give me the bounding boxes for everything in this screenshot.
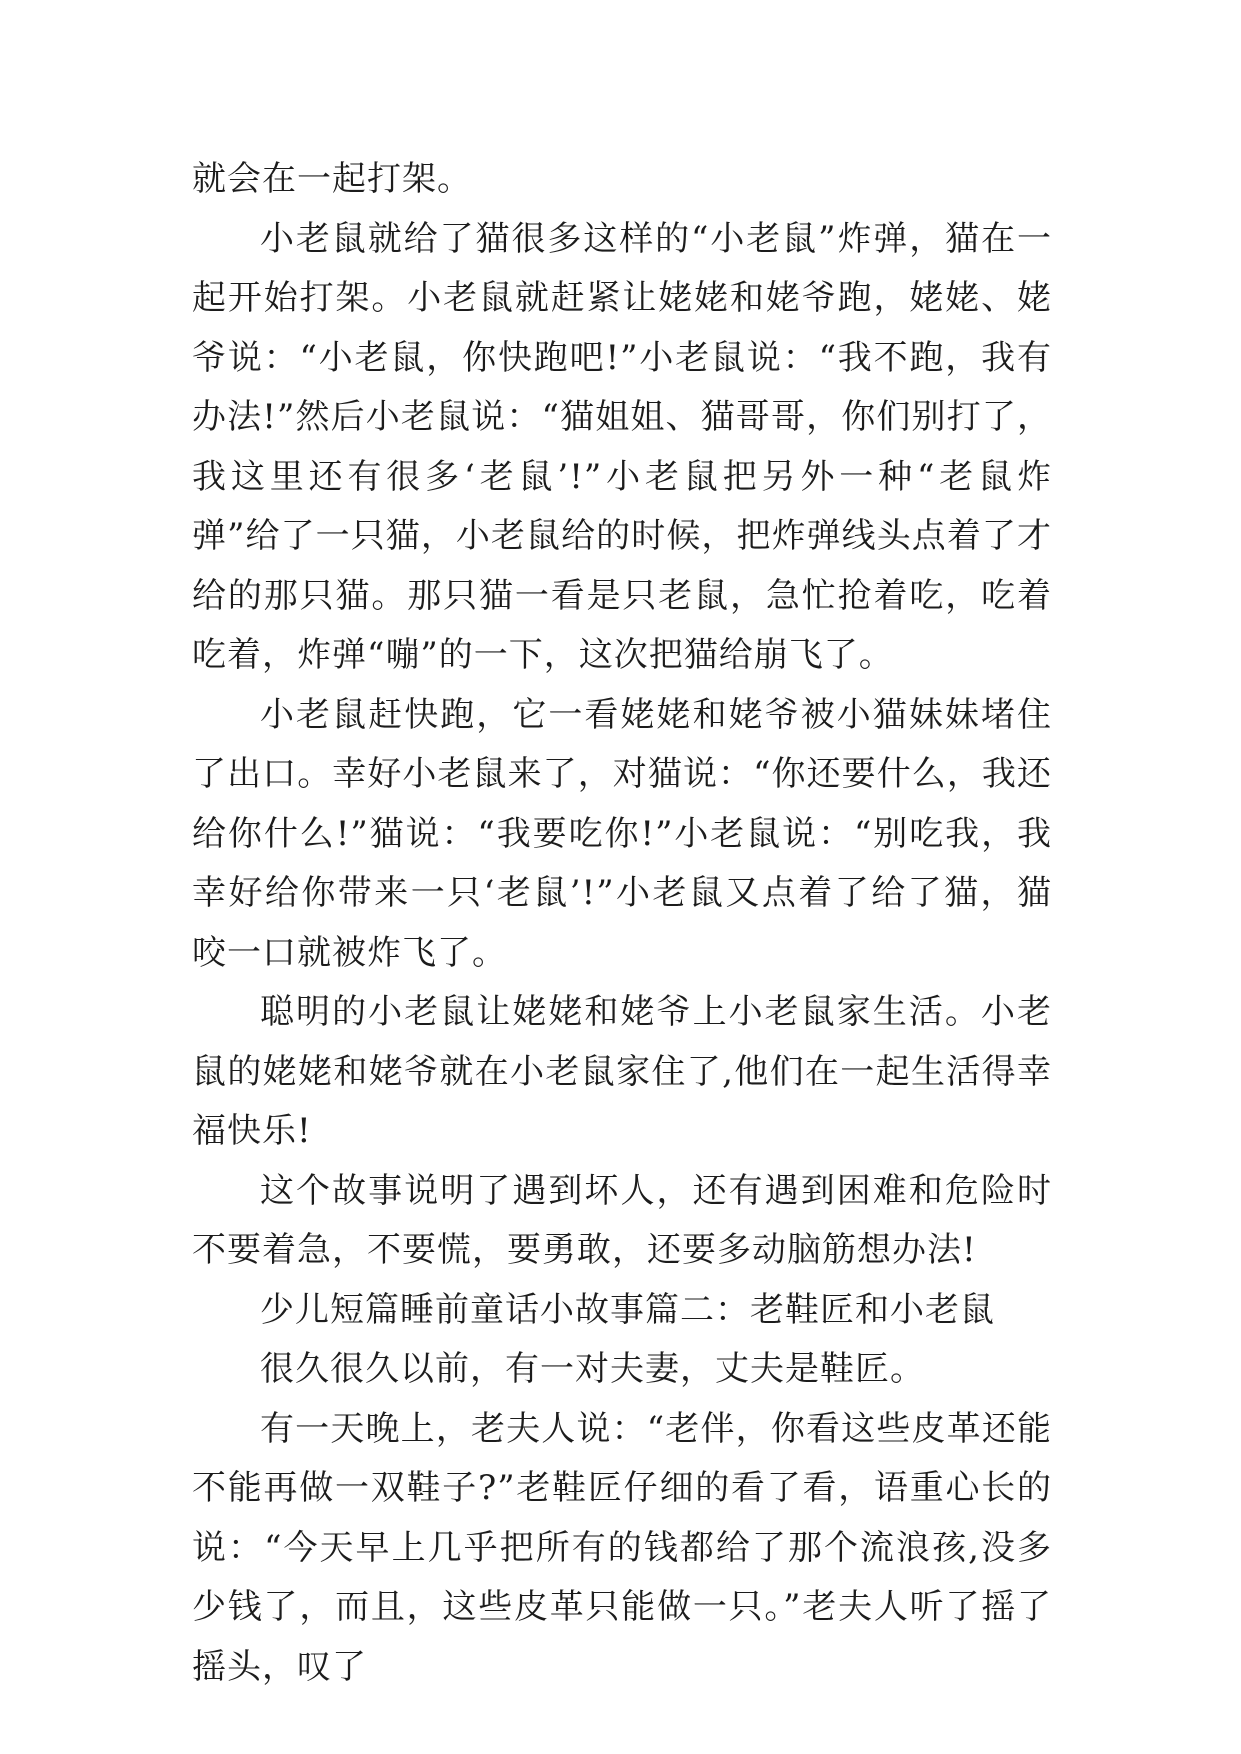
paragraph-3: 小老鼠赶快跑，它一看姥姥和姥爷被小猫妹妹堵住了出口。幸好小老鼠来了，对猫说：“你还要什么，我还给你什么!”猫说：“我要吃你!”小老鼠说：“别吃我，我幸好给你带来一只‘老鼠’!”小老鼠又点着了给了猫，猫咬一口就被炸飞了。	[192, 694, 1052, 973]
paragraph-1: 就会在一起打架。	[192, 159, 472, 199]
paragraph-4: 聪明的小老鼠让姥姥和姥爷上小老鼠家生活。小老鼠的姥姥和姥爷就在小老鼠家住了,他们在一起生活得幸福快乐!	[192, 992, 1052, 1151]
paragraph-7: 有一天晚上，老夫人说：“老伴，你看这些皮革还能不能再做一双鞋子?”老鞋匠仔细的看了看，语重心长的说：“今天早上几乎把所有的钱都给了那个流浪孩,没多少钱了，而且，这些皮革只能做一只。”老夫人听了摇了摇头，叹了	[192, 1408, 1052, 1687]
paragraph-5: 这个故事说明了遇到坏人，还有遇到困难和危险时不要着急，不要慌，要勇敢，还要多动脑筋想办法!	[192, 1170, 1052, 1270]
paragraph-2: 小老鼠就给了猫很多这样的“小老鼠”炸弹，猫在一起开始打架。小老鼠就赶紧让姥姥和姥爷跑，姥姥、姥爷说：“小老鼠，你快跑吧!”小老鼠说：“我不跑，我有办法!”然后小老鼠说：“猫姐姐、猫哥哥，你们别打了，我这里还有很多‘老鼠’!”小老鼠把另外一种“老鼠炸弹”给了一只猫，小老鼠给的时候，把炸弹线头点着了才给的那只猫。那只猫一看是只老鼠，急忙抢着吃，吃着吃着，炸弹“嘣”的一下，这次把猫给崩飞了。	[192, 218, 1052, 675]
section-heading: 少儿短篇睡前童话小故事篇二：老鞋匠和小老鼠	[260, 1289, 995, 1330]
paragraph-6: 很久很久以前，有一对夫妻，丈夫是鞋匠。	[260, 1349, 925, 1389]
story-text	[192, 150, 1052, 1697]
